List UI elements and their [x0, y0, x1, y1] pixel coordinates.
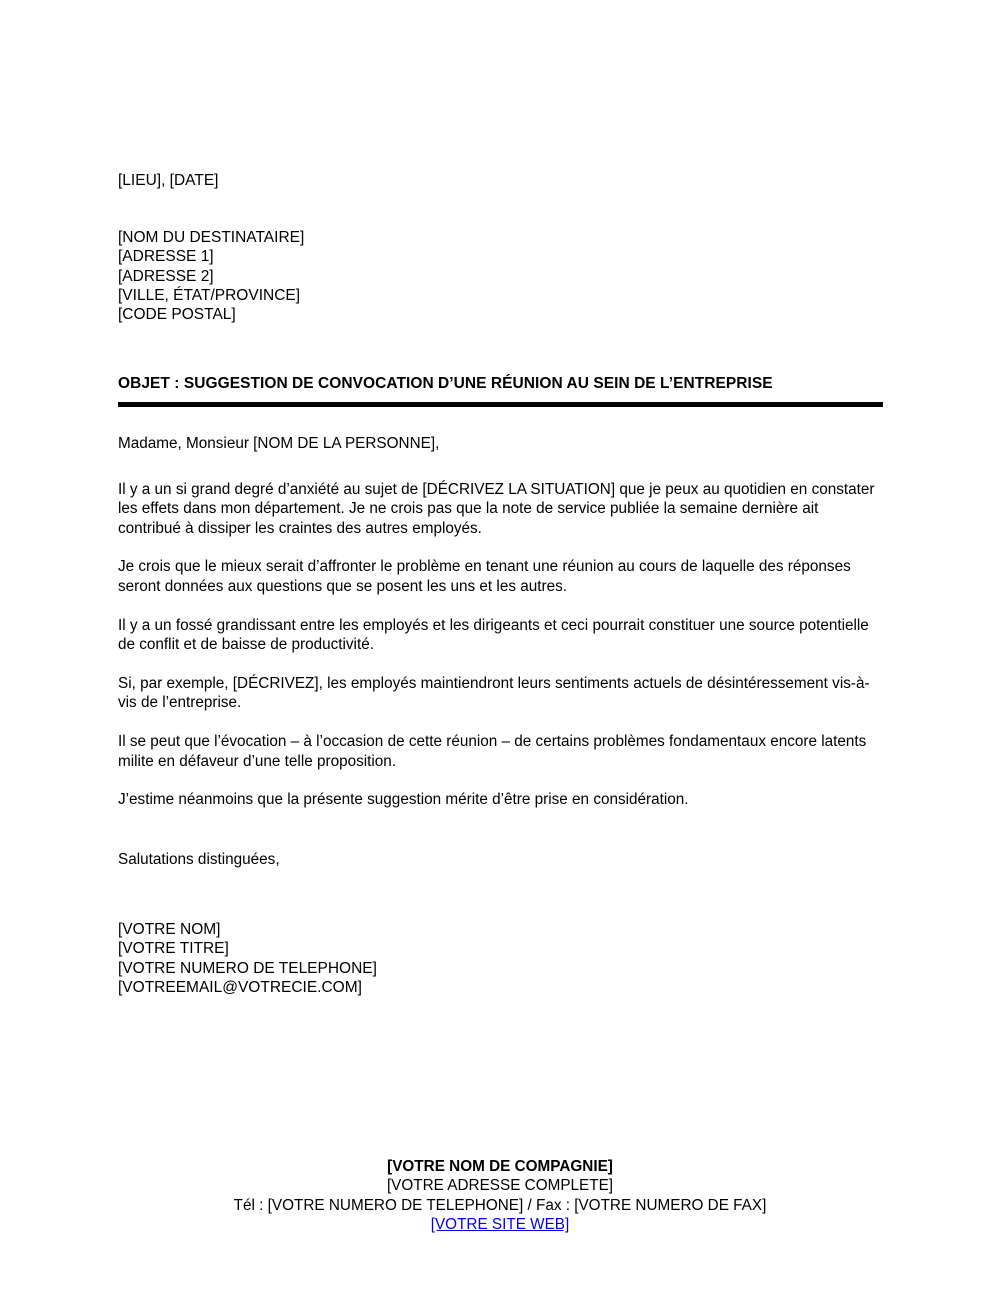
letter-body: [118, 434, 883, 888]
body-paragraph-1: Il y a un si grand degré d’anxiété au sujet de [DÉCRIVEZ LA SITUATION] que je peux au quotidien en constater les effets dans mon département. Je ne crois pas que la note de service publiée la semaine dernière ait contribué à dissiper les craintes des autres employés.: [118, 480, 875, 537]
subject-divider: [118, 402, 883, 407]
body-paragraph-3: Il y a un fossé grandissant entre les employés et les dirigeants et ceci pourrait constituer une source potentielle de conflit et de baisse de productivité.: [118, 616, 869, 654]
signature-title: [VOTRE TITRE]: [118, 940, 229, 958]
recipient-address-2: [ADRESSE 2]: [118, 267, 214, 285]
signature-name: [VOTRE NOM]: [118, 921, 221, 938]
date-line: [LIEU], [DATE]: [118, 172, 219, 189]
footer-website-link[interactable]: [VOTRE SITE WEB]: [430, 1216, 570, 1234]
body-paragraph-5: Il se peut que l’évocation – à l’occasion de cette réunion – de certains problèmes fondamentaux encore latents milite en défaveur d’une telle proposition.: [118, 732, 867, 770]
subject-line: OBJET : SUGGESTION DE CONVOCATION D’UNE RÉUNION AU SEIN DE L’ENTREPRISE: [118, 375, 773, 392]
recipient-address-1: [ADRESSE 1]: [118, 248, 214, 266]
signature-block: [118, 920, 377, 997]
recipient-city-state: [VILLE, ÉTAT/PROVINCE]: [118, 286, 301, 304]
footer-address: [VOTRE ADRESSE COMPLETE]: [386, 1177, 614, 1195]
signature-phone: [VOTRE NUMERO DE TELEPHONE]: [118, 959, 377, 977]
page-footer: [0, 1157, 1000, 1235]
signature-email: [VOTREEMAIL@VOTRECIE.COM]: [118, 978, 362, 996]
footer-contact: Tél : [VOTRE NUMERO DE TELEPHONE] / Fax : [VOTRE NUMERO DE FAX]: [233, 1196, 767, 1214]
body-paragraph-6: J’estime néanmoins que la présente suggestion mérite d’être prise en considération.: [118, 791, 689, 809]
recipient-postal-code: [CODE POSTAL]: [118, 306, 236, 324]
body-paragraph-2: Je crois que le mieux serait d’affronter le problème en tenant une réunion au cours de laquelle des réponses seront données aux questions que se posent les uns et les autres.: [118, 558, 851, 595]
greeting-line: Madame, Monsieur [NOM DE LA PERSONNE],: [118, 435, 440, 452]
closing-salutation: Salutations distinguées,: [118, 850, 280, 868]
footer-website-line: [0, 1215, 1000, 1234]
recipient-name: [NOM DU DESTINATAIRE]: [118, 229, 305, 246]
recipient-address-block: [118, 228, 304, 324]
footer-company-name: [VOTRE NOM DE COMPAGNIE]: [387, 1158, 613, 1175]
body-paragraph-4: Si, par exemple, [DÉCRIVEZ], les employés maintiendront leurs sentiments actuels de désintéressement vis-à-vis de l’entreprise.: [118, 674, 870, 712]
